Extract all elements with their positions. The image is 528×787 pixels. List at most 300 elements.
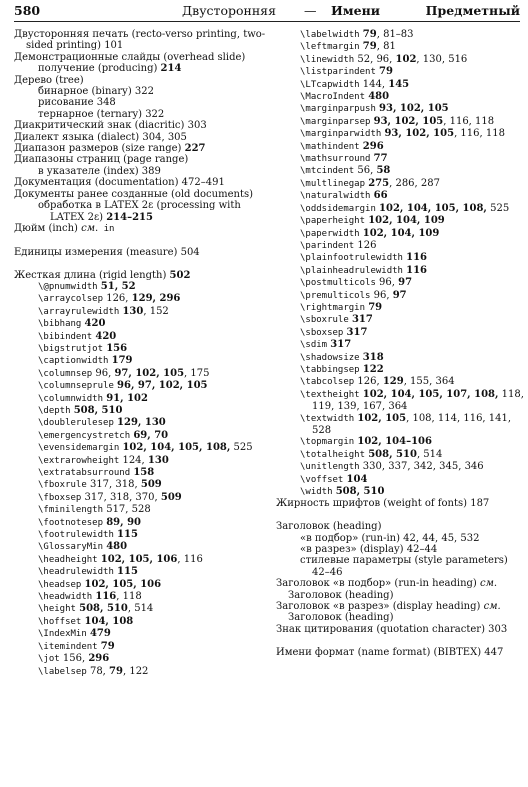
index-subentry bbox=[276, 352, 524, 364]
index-subentry bbox=[14, 281, 268, 293]
command-name: \columnsep bbox=[38, 368, 93, 379]
command-name: \leftmargin bbox=[300, 42, 360, 53]
command-name: \MacroIndent bbox=[300, 92, 366, 103]
index-subentry bbox=[14, 666, 268, 678]
command-name: \width bbox=[300, 487, 333, 498]
entry-text: , 116, 118 bbox=[443, 115, 495, 127]
page-ref-bold: 102, 104–106 bbox=[357, 436, 432, 448]
entry-text: , 514 bbox=[127, 603, 154, 615]
index-subentry bbox=[14, 355, 268, 367]
index-entry bbox=[276, 521, 524, 532]
index-subentry bbox=[276, 327, 524, 339]
entry-text: Заголовок (heading) bbox=[288, 589, 394, 601]
page-ref-bold: 115 bbox=[117, 529, 138, 541]
entry-text: Документация (documentation) 472–491 bbox=[14, 177, 225, 189]
command-name: \IndexMin bbox=[38, 629, 87, 640]
entry-text: , 108, 114, 116, 141, 528 bbox=[312, 412, 512, 436]
command-name: \headrulewidth bbox=[38, 567, 114, 578]
entry-text: тернарное (ternary) 322 bbox=[38, 108, 165, 120]
entry-text: , 116 bbox=[177, 553, 203, 565]
command-name: \headheight bbox=[38, 554, 98, 565]
index-subentry bbox=[14, 343, 268, 355]
index-subentry bbox=[14, 628, 268, 640]
page-ref-bold: 502 bbox=[169, 269, 191, 281]
index-subentry bbox=[14, 467, 268, 479]
entry-text: Диалект языка (dialect) 304, 305 bbox=[14, 131, 187, 143]
command-name: \postmulticols bbox=[300, 278, 376, 289]
index-subentry bbox=[276, 41, 524, 53]
command-name: \mathsurround bbox=[300, 154, 371, 165]
index-subentry bbox=[14, 566, 268, 578]
page-ref-bold: 66 bbox=[373, 190, 388, 202]
entry-text: Дерево (tree) bbox=[14, 74, 84, 86]
page-ref-bold: 97, 102, 105 bbox=[114, 367, 185, 379]
entry-text: Заголовок «в разрез» (display heading) bbox=[276, 601, 484, 613]
index-gap bbox=[276, 635, 524, 646]
index-subentry bbox=[14, 442, 268, 454]
index-subentry bbox=[14, 603, 268, 615]
entry-text: стилевые параметры (style parameters) 42–46 bbox=[300, 555, 508, 578]
page-ref-bold: 508, 510 bbox=[79, 603, 128, 615]
page-ref-bold: 508, 510 bbox=[368, 448, 417, 460]
command-name: \jot bbox=[38, 654, 60, 665]
index-subentry bbox=[276, 544, 524, 555]
entry-text: Дюйм (inch) bbox=[14, 222, 82, 234]
index-subentry bbox=[276, 555, 524, 578]
page-ref-bold: 79 bbox=[362, 29, 377, 40]
index-entry bbox=[14, 29, 268, 52]
page-ref-bold: 93, 102, 105 bbox=[373, 115, 444, 127]
left-column bbox=[14, 29, 268, 678]
index-subentry bbox=[276, 436, 524, 448]
command-name: \evensidemargin bbox=[38, 443, 120, 454]
entry-text: , 175 bbox=[184, 367, 210, 379]
entry-text: , 81 bbox=[376, 41, 396, 53]
index-entry bbox=[276, 624, 524, 635]
entry-text: , 81–83 bbox=[376, 29, 414, 40]
page-ref-bold: 130 bbox=[147, 454, 169, 466]
command-name: \columnwidth bbox=[38, 393, 104, 404]
command-name: \columnseprule bbox=[38, 381, 114, 392]
index-subentry bbox=[14, 368, 268, 380]
command-name: \naturalwidth bbox=[300, 191, 371, 202]
index-entry bbox=[276, 498, 524, 509]
entry-text: , 130, 516 bbox=[416, 53, 468, 65]
command-name: \footnotesep bbox=[38, 517, 104, 528]
page-ref-bold: 317 bbox=[330, 339, 352, 351]
header-word-1: Двусторонняя bbox=[182, 3, 276, 18]
command-name: \plainfootrulewidth bbox=[300, 253, 403, 264]
index-subentry bbox=[276, 252, 524, 264]
command-name: \marginparpush bbox=[300, 104, 376, 115]
header-word-2: Имени bbox=[331, 3, 381, 18]
entry-text: 156, bbox=[59, 653, 89, 665]
entry-text: 317, 318, bbox=[86, 479, 141, 491]
command-name: \arraycolsep bbox=[38, 294, 104, 305]
index-entry bbox=[276, 578, 524, 601]
page-ref-bold: 89, 90 bbox=[106, 516, 142, 528]
entry-text: Заголовок (heading) bbox=[276, 521, 382, 533]
command-name: \bibhang bbox=[38, 319, 82, 330]
command-name: \headsep bbox=[38, 579, 82, 590]
index-subentry bbox=[276, 66, 524, 78]
index-subentry bbox=[14, 417, 268, 429]
page-ref-bold: 102, 105 bbox=[357, 412, 407, 424]
page-ref-bold: 102, 104, 105, 107, 108, bbox=[362, 388, 499, 400]
index-gap bbox=[14, 258, 268, 269]
command-name: \textwidth bbox=[300, 413, 355, 424]
right-column bbox=[276, 29, 524, 658]
command-name: \marginparsep bbox=[300, 116, 371, 127]
index-subentry bbox=[14, 380, 268, 392]
entry-text: см. bbox=[483, 601, 501, 613]
command-name: \sdim bbox=[300, 340, 328, 351]
index-subentry bbox=[276, 339, 524, 351]
command-name: \linewidth bbox=[300, 54, 355, 65]
page-ref-bold: 156 bbox=[106, 342, 128, 354]
entry-text: получение (producing) bbox=[38, 63, 161, 75]
index-subentry bbox=[276, 474, 524, 486]
command-name: \premulticols bbox=[300, 290, 371, 301]
index-subentry bbox=[276, 228, 524, 240]
entry-text: в указателе (index) 389 bbox=[38, 165, 161, 177]
index-subentry bbox=[276, 116, 524, 128]
page-ref-bold: 51, 52 bbox=[100, 280, 136, 292]
command-name: \tabbingsep bbox=[300, 364, 360, 375]
command-name: \voffset bbox=[300, 474, 344, 485]
entry-text: Жесткая длина (rigid length) bbox=[14, 269, 170, 281]
entry-text: «в разрез» (display) 42–44 bbox=[300, 544, 438, 556]
index-subentry bbox=[276, 265, 524, 277]
running-header bbox=[14, 3, 520, 21]
index-subentry bbox=[276, 376, 524, 388]
index-subentry bbox=[276, 79, 524, 91]
index-subentry bbox=[14, 97, 268, 108]
index-entry bbox=[276, 647, 524, 658]
index-subentry bbox=[14, 166, 268, 177]
entry-text: Единицы измерения (measure) 504 bbox=[14, 246, 200, 258]
command-name: \rightmargin bbox=[300, 302, 366, 313]
command-name: \totalheight bbox=[300, 449, 366, 460]
index-subentry bbox=[276, 277, 524, 289]
index-subentry bbox=[276, 290, 524, 302]
page-ref-bold: 158 bbox=[133, 467, 155, 478]
index-subentry bbox=[14, 554, 268, 566]
index-subentry bbox=[14, 579, 268, 591]
entry-text: 525 bbox=[230, 442, 253, 454]
entry-text: Имени формат (name format) (BIBTEX) 447 bbox=[276, 646, 504, 658]
entry-text: рисование 348 bbox=[38, 97, 116, 109]
command-name: \shadowsize bbox=[300, 352, 360, 363]
index-subentry bbox=[276, 486, 524, 498]
index-subentry bbox=[276, 29, 524, 41]
index-subentry bbox=[14, 455, 268, 467]
index-subentry bbox=[276, 141, 524, 153]
entry-text: 118, 119, 139, 167, 364 bbox=[312, 388, 524, 413]
header-dash: — bbox=[304, 3, 317, 18]
index-subentry bbox=[14, 616, 268, 628]
page-ref-bold: 296 bbox=[362, 140, 384, 152]
page-ref-bold: 104, 108 bbox=[84, 615, 134, 627]
page-ref-bold: 79 bbox=[368, 301, 383, 313]
index-subentry bbox=[276, 389, 524, 413]
page-ref-bold: 145 bbox=[388, 78, 410, 90]
command-name: \fboxrule bbox=[38, 480, 87, 491]
page-ref-bold: 420 bbox=[84, 318, 106, 330]
page-ref-bold: 508, 510 bbox=[73, 404, 123, 416]
page-ref-bold: 214–215 bbox=[106, 211, 153, 223]
index-subentry bbox=[276, 413, 524, 437]
command-name: \plainheadrulewidth bbox=[300, 265, 403, 276]
page-ref-bold: 77 bbox=[373, 153, 388, 165]
index-subentry bbox=[14, 529, 268, 541]
index-subentry bbox=[276, 302, 524, 314]
command-name: \textheight bbox=[300, 389, 360, 400]
command-name: \oddsidemargin bbox=[300, 203, 376, 214]
entry-text: Двусторонняя печать (recto-verso printing, two-sided printing) 101 bbox=[14, 29, 266, 52]
entry-text: Диапазоны страниц (page range) bbox=[14, 154, 189, 166]
page-ref-bold: 509 bbox=[160, 491, 182, 503]
command-name: \itemindent bbox=[38, 641, 98, 652]
command-name: \labelwidth bbox=[300, 30, 360, 40]
index-entry bbox=[14, 270, 268, 281]
page-ref-bold: 96, 97, 102, 105 bbox=[117, 380, 208, 392]
header-word-3: Предметный bbox=[425, 3, 520, 18]
command-name: \marginparwidth bbox=[300, 129, 382, 140]
page-ref-bold: 420 bbox=[95, 330, 117, 342]
entry-text: 96, bbox=[370, 289, 393, 301]
index-subentry bbox=[276, 128, 524, 140]
entry-text: Документы ранее созданные (old documents) bbox=[14, 188, 253, 200]
command-name: \tabcolsep bbox=[300, 377, 355, 388]
index-entry bbox=[14, 154, 268, 165]
command-name: \captionwidth bbox=[38, 356, 109, 367]
page-ref-bold: 214 bbox=[160, 63, 182, 75]
index-subentry bbox=[14, 405, 268, 417]
entry-text: «в подбор» (run-in) 42, 44, 45, 532 bbox=[300, 532, 480, 544]
command-name: \topmargin bbox=[300, 437, 355, 448]
entry-text: Знак цитирования (quotation character) 303 bbox=[276, 623, 508, 635]
index-subentry bbox=[14, 393, 268, 405]
command-name: \emergencystretch bbox=[38, 430, 131, 441]
entry-text: 126, bbox=[103, 293, 132, 305]
index-subentry bbox=[14, 200, 268, 223]
command-name: \@pnumwidth bbox=[38, 281, 98, 292]
page-ref-bold: 130 bbox=[122, 305, 144, 317]
index-entry bbox=[14, 52, 268, 63]
entry-text: , 122 bbox=[122, 665, 149, 677]
page-ref-bold: 79 bbox=[379, 66, 393, 78]
page-ref-bold: 129 bbox=[382, 376, 404, 388]
index-entry bbox=[14, 143, 268, 154]
index-subentry bbox=[276, 153, 524, 165]
page-ref-bold: 480 bbox=[368, 91, 390, 103]
index-entry bbox=[14, 247, 268, 258]
entry-text: 96, bbox=[375, 277, 399, 289]
page-ref-bold: 102, 104, 109 bbox=[362, 227, 440, 239]
entry-text: Заголовок (heading) bbox=[288, 612, 394, 624]
index-entry bbox=[14, 132, 268, 143]
index-subentry bbox=[14, 318, 268, 330]
entry-text: Демонстрационные слайды (overhead slide) bbox=[14, 51, 246, 63]
command-name: \listparindent bbox=[300, 67, 376, 78]
index-subentry bbox=[276, 178, 524, 190]
page-ref-bold: 508, 510 bbox=[335, 486, 385, 498]
command-name: \footrulewidth bbox=[38, 530, 114, 541]
entry-text: бинарное (binary) 322 bbox=[38, 86, 154, 98]
index-entry bbox=[276, 601, 524, 624]
page-ref-bold: 318 bbox=[362, 351, 384, 363]
index-subentry bbox=[14, 653, 268, 665]
entry-text: 96, bbox=[92, 367, 115, 379]
command-name: \mtcindent bbox=[300, 166, 355, 177]
index-entry bbox=[14, 177, 268, 188]
entry-text: 126 bbox=[354, 239, 377, 251]
page-ref-bold: 116 bbox=[406, 264, 428, 276]
page-ref-bold: 317 bbox=[346, 326, 368, 338]
entry-text: , 514 bbox=[416, 448, 443, 460]
page-ref-bold: 104 bbox=[346, 473, 368, 485]
index-subentry bbox=[276, 91, 524, 103]
index-subentry bbox=[276, 203, 524, 215]
index-subentry bbox=[276, 461, 524, 473]
entry-text: , 286, 287 bbox=[389, 177, 440, 189]
index-subentry bbox=[276, 449, 524, 461]
command-name: \GlossaryMin bbox=[38, 542, 104, 553]
command-name: \headwidth bbox=[38, 592, 93, 603]
index-gap bbox=[276, 510, 524, 521]
page-ref-bold: 93, 102, 105 bbox=[384, 128, 455, 140]
page-ref-bold: 102, 105, 106 bbox=[84, 578, 162, 590]
index-subentry bbox=[14, 591, 268, 603]
page-ref-bold: 116 bbox=[406, 252, 428, 264]
entry-text: Диакритический знак (diacritic) 303 bbox=[14, 120, 207, 132]
page-ref-bold: 102, 104, 105, 108, bbox=[122, 442, 231, 454]
page-ref-bold: 97 bbox=[398, 277, 413, 289]
command-name: \arrayrulewidth bbox=[38, 306, 120, 317]
command-name: \mathindent bbox=[300, 141, 360, 152]
index-entry bbox=[14, 75, 268, 86]
page-ref-bold: 227 bbox=[184, 143, 206, 155]
index-subentry bbox=[14, 517, 268, 529]
index-subentry bbox=[276, 165, 524, 177]
page-ref-bold: 317 bbox=[351, 314, 373, 326]
index-subentry bbox=[276, 533, 524, 544]
entry-text: 124, bbox=[119, 454, 148, 466]
entry-text: 317, 318, 370, bbox=[81, 491, 161, 503]
entry-text: 144, bbox=[359, 78, 389, 90]
page-ref-bold: 102, 105, 106 bbox=[100, 553, 178, 565]
entry-text: Диапазон размеров (size range) bbox=[14, 143, 185, 155]
index-entry bbox=[14, 223, 268, 235]
page-ref-bold: 479 bbox=[89, 628, 111, 640]
entry-text: см. bbox=[81, 222, 99, 234]
command-name: \extratabsurround bbox=[38, 468, 131, 478]
index-subentry bbox=[276, 215, 524, 227]
index-subentry bbox=[14, 479, 268, 491]
index-subentry bbox=[276, 364, 524, 376]
command-name: \bigstrutjot bbox=[38, 343, 104, 354]
page-ref-bold: 58 bbox=[376, 165, 391, 177]
page-ref-bold: 275 bbox=[368, 177, 390, 189]
index-subentry bbox=[276, 240, 524, 252]
page-ref-bold: 480 bbox=[106, 541, 128, 553]
command-name: \hoffset bbox=[38, 616, 82, 627]
page-ref-bold: 129, 130 bbox=[117, 417, 166, 429]
command-name: \height bbox=[38, 604, 76, 615]
index-gap bbox=[14, 235, 268, 246]
command-name: \bibindent bbox=[38, 331, 93, 342]
index-subentry bbox=[14, 641, 268, 653]
page-ref-bold: 115 bbox=[117, 566, 138, 578]
entry-text: , 152 bbox=[143, 305, 169, 317]
index-subentry bbox=[14, 504, 268, 516]
index-subentry bbox=[14, 293, 268, 305]
page-ref-bold: 122 bbox=[362, 363, 384, 375]
entry-text: Заголовок «в подбор» (run-in heading) bbox=[276, 578, 481, 590]
index-subentry bbox=[14, 109, 268, 120]
entry-text: , 118 bbox=[116, 591, 142, 603]
command-name: in bbox=[98, 223, 115, 234]
entry-text: 330, 337, 342, 345, 346 bbox=[359, 461, 484, 473]
page-ref-bold: 102, 104, 109 bbox=[368, 215, 445, 227]
index-subentry bbox=[276, 103, 524, 115]
index-subentry bbox=[14, 331, 268, 343]
command-name: \extrarowheight bbox=[38, 455, 120, 466]
page-ref-bold: 179 bbox=[111, 355, 133, 367]
page-ref-bold: 129, 296 bbox=[131, 293, 181, 305]
entry-text: обработка в LATEX 2ε (processing with LATEX 2ε) bbox=[38, 200, 241, 223]
index-subentry bbox=[14, 430, 268, 442]
command-name: \paperheight bbox=[300, 216, 366, 227]
index-subentry bbox=[14, 492, 268, 504]
command-name: \depth bbox=[38, 405, 71, 416]
command-name: \labelsep bbox=[38, 666, 87, 677]
entry-text: см. bbox=[480, 578, 498, 590]
page-ref-bold: 79 bbox=[109, 665, 123, 677]
page-ref-bold: 91, 102 bbox=[106, 392, 148, 404]
entry-text: 126, bbox=[354, 376, 383, 388]
index-subentry bbox=[14, 86, 268, 97]
page-ref-bold: 116 bbox=[95, 591, 117, 603]
command-name: \sboxrule bbox=[300, 315, 349, 326]
index-subentry bbox=[14, 306, 268, 318]
index-subentry bbox=[14, 63, 268, 74]
index-subentry bbox=[14, 541, 268, 553]
command-name: \doublerulesep bbox=[38, 418, 114, 429]
header-rule bbox=[14, 21, 520, 22]
index-subentry bbox=[276, 314, 524, 326]
entry-text: 78, bbox=[86, 665, 110, 677]
command-name: \LTcapwidth bbox=[300, 79, 360, 90]
command-name: \paperwidth bbox=[300, 228, 360, 239]
command-name: \unitlength bbox=[300, 462, 360, 473]
index-subentry bbox=[276, 190, 524, 202]
page-ref-bold: 69, 70 bbox=[133, 429, 169, 441]
entry-text: 52, 96, bbox=[354, 53, 396, 65]
command-name: \sboxsep bbox=[300, 327, 344, 338]
page-ref-bold: 97 bbox=[392, 289, 407, 301]
command-name: \multlinegap bbox=[300, 178, 366, 189]
index-entry bbox=[14, 189, 268, 200]
command-name: \fminilength bbox=[38, 505, 104, 516]
page-ref-bold: 79 bbox=[100, 640, 115, 652]
entry-text: , 155, 364 bbox=[403, 376, 455, 388]
page-ref-bold: 79 bbox=[362, 41, 377, 53]
page-ref-bold: 296 bbox=[88, 653, 110, 665]
command-name: \parindent bbox=[300, 240, 355, 251]
page-ref-bold: 102 bbox=[395, 53, 417, 65]
